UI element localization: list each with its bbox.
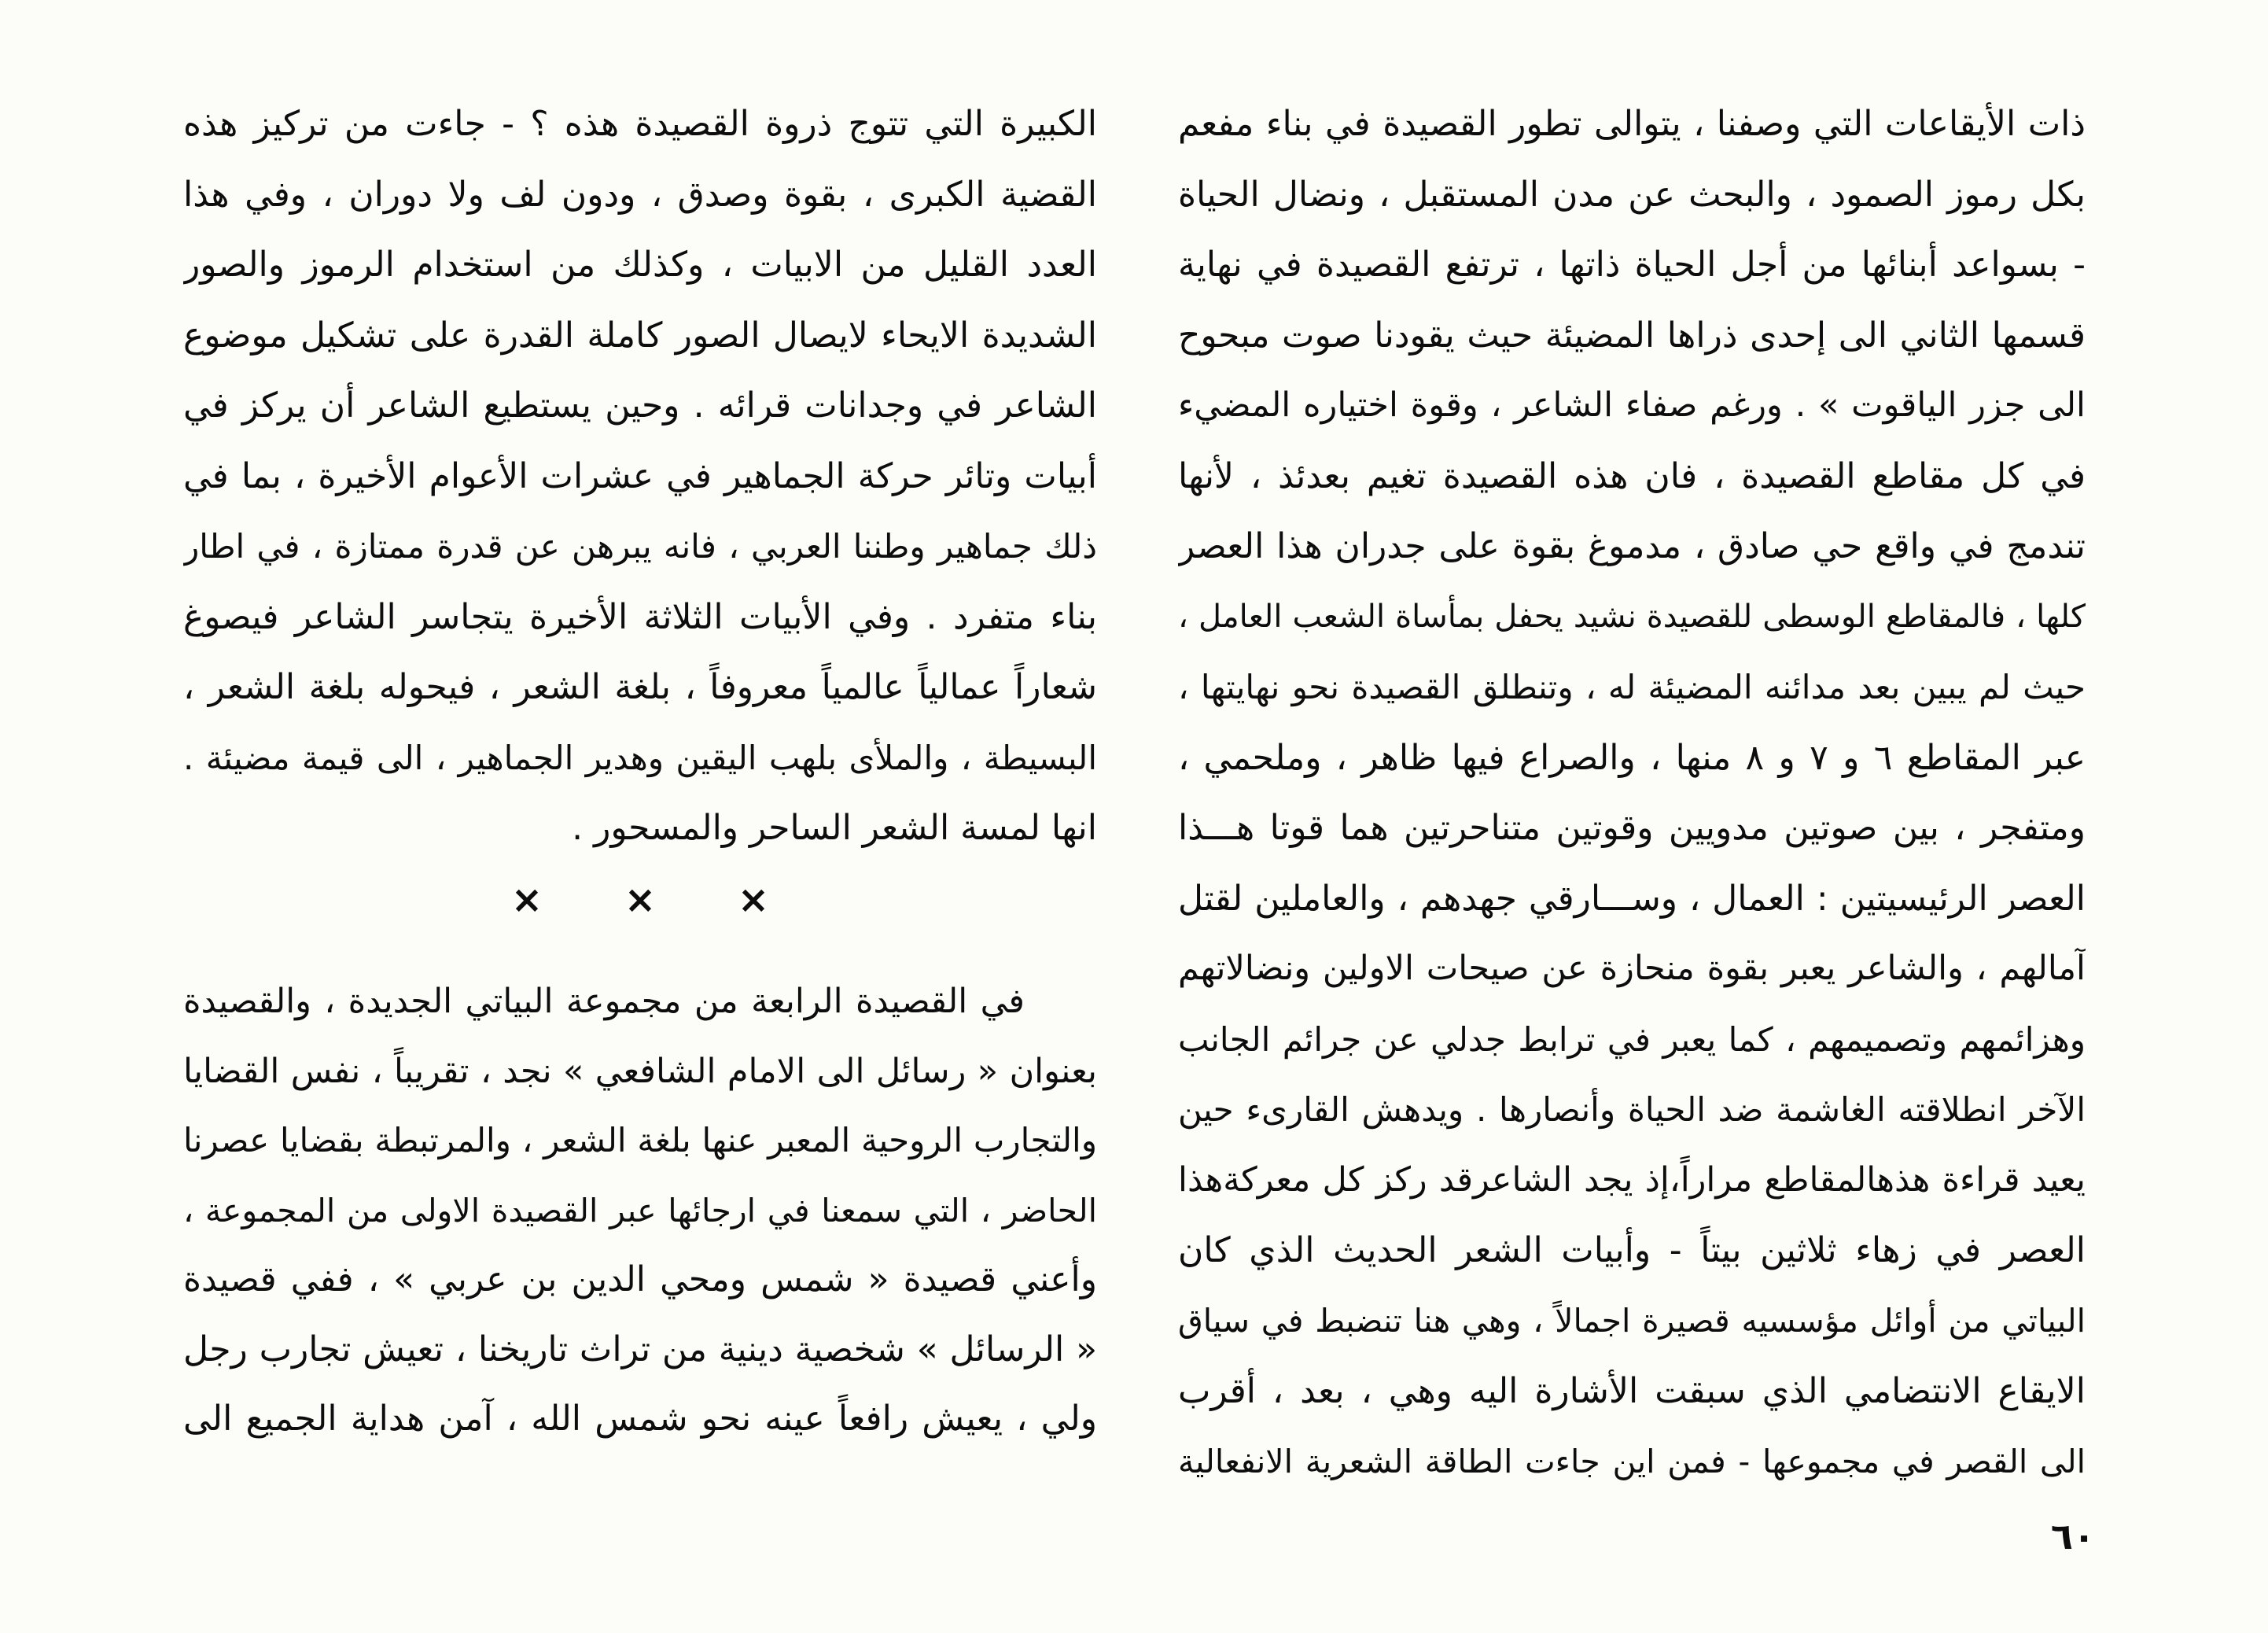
text-line: آمالهم ، والشاعر يعبر بقوة منحازة عن صيحات الاولين ونضالاتهم xyxy=(1178,949,2086,988)
text-line: في كل مقاطع القصيدة ، فان هذه القصيدة تغيم بعدئذ ، لأنها xyxy=(1178,455,2086,496)
text-line: والتجارب الروحية المعبر عنها بلغة الشعر ، والمرتبطة بقضايا عصرنا xyxy=(183,1121,1097,1159)
text-line: حيث لم يبين بعد مدائنه المضيئة له ، وتنطلق القصيدة نحو نهايتها ، xyxy=(1178,668,2086,706)
text-line: في القصيدة الرابعة من مجموعة البياتي الجديدة ، والقصيدة xyxy=(183,982,1025,1021)
separator-mark: × xyxy=(624,878,657,922)
text-line: يعيد قراءة هذهالمقاطع مراراً،إذ يجد الشاعرقد ركز كل معركةهذا xyxy=(1178,1159,2086,1200)
text-line: وأعني قصيدة « شمس ومحي الدين بن عربي » ، ففي قصيدة xyxy=(183,1259,1097,1299)
text-line: ولي ، يعيش رافعاً عينه نحو شمس الله ، آمن هداية الجميع الى xyxy=(183,1399,1097,1439)
text-line: بناء متفرد . وفي الأبيات الثلاثة الأخيرة يتجاسر الشاعر فيصوغ xyxy=(183,596,1097,637)
separator-mark: × xyxy=(510,878,543,922)
text-line: أبيات وتائر حركة الجماهير في عشرات الأعوام الأخيرة ، بما في xyxy=(183,455,1097,496)
text-line: الايقاع الانتضامي الذي سبقت الأشارة اليه وهي ، بعد ، أقرب xyxy=(1178,1371,2086,1411)
text-line: الآخر انطلاقته الغاشمة ضد الحياة وأنصارها . ويدهش القارىء حين xyxy=(1178,1090,2086,1129)
text-line: الشديدة الايحاء لايصال الصور كاملة القدرة على تشكيل موضوع xyxy=(183,315,1097,356)
text-line: الى جزر الياقوت » . ورغم صفاء الشاعر ، وقوة اختياره المضيء xyxy=(1178,385,2086,425)
text-line: وهزائمهم وتصميمهم ، كما يعبر في ترابط جدلي عن جرائم الجانب xyxy=(1178,1019,2086,1059)
text-line: الكبيرة التي تتوج ذروة القصيدة هذه ؟ - جاءت من تركيز هذه xyxy=(183,104,1097,144)
text-line: تندمج في واقع حي صادق ، مدموغ بقوة على جدران هذا العصر xyxy=(1178,526,2086,566)
section-separator xyxy=(183,864,1097,935)
text-line: البياتي من أوائل مؤسسيه قصيرة اجمالاً ، وهي هنا تنضبط في سياق xyxy=(1178,1301,2086,1340)
text-line: ومتفجر ، بين صوتين مدويين وقوتين متناحرتين هما قوتا هـــذا xyxy=(1178,808,2086,848)
separator-mark: × xyxy=(737,878,770,922)
text-line: عبر المقاطع ٦ و ٧ و ٨ منها ، والصراع فيها ظاهر ، وملحمي ، xyxy=(1178,737,2086,778)
left-column-paragraph-1 xyxy=(183,89,1097,864)
page-number: ٦٠ xyxy=(2050,1515,2096,1557)
left-column-paragraph-2 xyxy=(183,967,1097,1454)
text-line: « الرسائل » شخصية دينية من تراث تاريخنا ، تعيش تجارب رجل xyxy=(183,1329,1097,1369)
text-line: شعاراً عمالياً عالمياً معروفاً ، بلغة الشعر ، فيحوله بلغة الشعر ، xyxy=(183,667,1097,707)
text-line: - بسواعد أبنائها من أجل الحياة ذاتها ، ترتفع القصيدة في نهاية xyxy=(1178,245,2086,285)
text-line: الحاضر ، التي سمعنا في ارجائها عبر القصيدة الاولى من المجموعة ، xyxy=(183,1191,1097,1229)
text-line: بعنوان « رسائل الى الامام الشافعي » نجد ، تقريباً ، نفس القضايا xyxy=(183,1051,1097,1091)
right-column xyxy=(1178,89,2086,1497)
text-line: العصر الرئيسيتين : العمال ، وســـارقي جهدهم ، والعاملين لقتل xyxy=(1178,878,2086,919)
text-line: كلها ، فالمقاطع الوسطى للقصيدة نشيد يحفل بمأساة الشعب العامل ، xyxy=(1178,598,2086,635)
text-line: البسيطة ، والملأى بلهب اليقين وهدير الجماهير ، الى قيمة مضيئة . xyxy=(183,738,1097,777)
text-line: قسمها الثاني الى إحدى ذراها المضيئة حيث يقودنا صوت مبحوح xyxy=(1178,315,2086,356)
text-line: ذات الأيقاعات التي وصفنا ، يتوالى تطور القصيدة في بناء مفعم xyxy=(1178,104,2086,144)
text-line: بكل رموز الصمود ، والبحث عن مدن المستقبل ، ونضال الحياة xyxy=(1178,174,2086,215)
text-line: القضية الكبرى ، بقوة وصدق ، ودون لف ولا دوران ، وفي هذا xyxy=(183,174,1097,215)
text-line: الشاعر في وجدانات قرائه . وحين يستطيع الشاعر أن يركز في xyxy=(183,385,1097,426)
text-line: انها لمسة الشعر الساحر والمسحور . xyxy=(572,808,1097,848)
text-line: الى القصر في مجموعها - فمن اين جاءت الطاقة الشعرية الانفعالية xyxy=(1178,1442,2086,1480)
text-line: ذلك جماهير وطننا العربي ، فانه يبرهن عن قدرة ممتازة ، في اطار xyxy=(183,527,1097,566)
text-line: العدد القليل من الابيات ، وكذلك من استخدام الرموز والصور xyxy=(183,245,1097,285)
text-line: العصر في زهاء ثلاثين بيتاً - وأبيات الشعر الحديث الذي كان xyxy=(1178,1230,2086,1270)
